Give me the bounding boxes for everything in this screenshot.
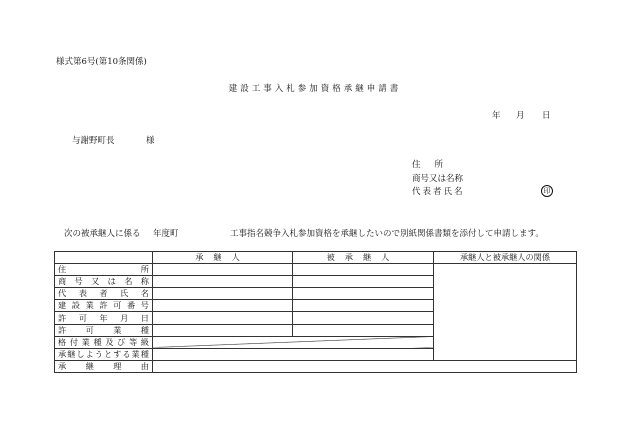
relationship-cell: [434, 264, 577, 361]
recipient-honorific: 様: [146, 136, 155, 146]
successor-cell: [153, 324, 293, 336]
row-label-license-number: 建 設 業 許 可 番 号: [55, 300, 153, 312]
statement-part-3: 工事指名競争入札参加資格を承継したいので別紙関係書類を添付して申請します。: [230, 229, 544, 239]
date-year-label: 年: [492, 111, 501, 121]
reason-cell: [153, 360, 577, 372]
successor-cell: [153, 312, 293, 324]
recipient-name: 与謝野町長: [72, 136, 115, 146]
applicant-address-label: 住所: [412, 160, 458, 170]
predecessor-cell: [293, 264, 434, 276]
successor-cell: [153, 288, 293, 300]
successor-cell: [153, 276, 293, 288]
table-header-row: [55, 252, 577, 264]
succession-table: [54, 251, 577, 373]
successor-cell: [153, 264, 293, 276]
statement-part-2: 年度町: [153, 229, 179, 239]
succession-type-cell: [153, 348, 434, 360]
applicant-representative-label: 代表者氏名: [412, 187, 465, 197]
row-label-succession-type: 承 継 し よ う と す る 業 種: [55, 348, 153, 360]
applicant-company-label: 商号又は名称: [412, 174, 464, 184]
header-predecessor: 被承継人: [293, 252, 434, 264]
row-label-license-date: 許 可 年 月 日: [55, 312, 153, 324]
successor-cell: [153, 300, 293, 312]
date-day-label: 日: [542, 111, 551, 121]
diagonal-cell: [153, 336, 434, 348]
row-label-company: 商 号 又 は 名 称: [55, 276, 153, 288]
row-label-reason: 承 継 理 由: [55, 360, 153, 372]
row-label-representative: 代 表 者 氏 名: [55, 288, 153, 300]
row-label-license-type: 許 可 業 種: [55, 324, 153, 336]
date-month-label: 月: [516, 111, 525, 121]
predecessor-cell: [293, 288, 434, 300]
table-row: [55, 264, 577, 276]
form-number: 様式第6号(第10条関係): [56, 57, 147, 67]
header-blank: [55, 252, 153, 264]
statement-part-1: 次の被承継人に係る: [64, 229, 141, 239]
predecessor-cell: [293, 312, 434, 324]
row-label-rating: 格 付 業 種 及 び 等 級: [55, 336, 153, 348]
document-title: 建設工事入札参加資格承継申請書: [228, 84, 402, 94]
header-relationship: 承継人と被承継人の関係: [434, 252, 577, 264]
row-label-address: 住 所: [55, 264, 153, 276]
predecessor-cell: [293, 276, 434, 288]
header-successor: 承継人: [153, 252, 293, 264]
predecessor-cell: [293, 300, 434, 312]
predecessor-cell: [293, 324, 434, 336]
seal-mark: 印: [541, 185, 553, 197]
table-row: [55, 360, 577, 372]
